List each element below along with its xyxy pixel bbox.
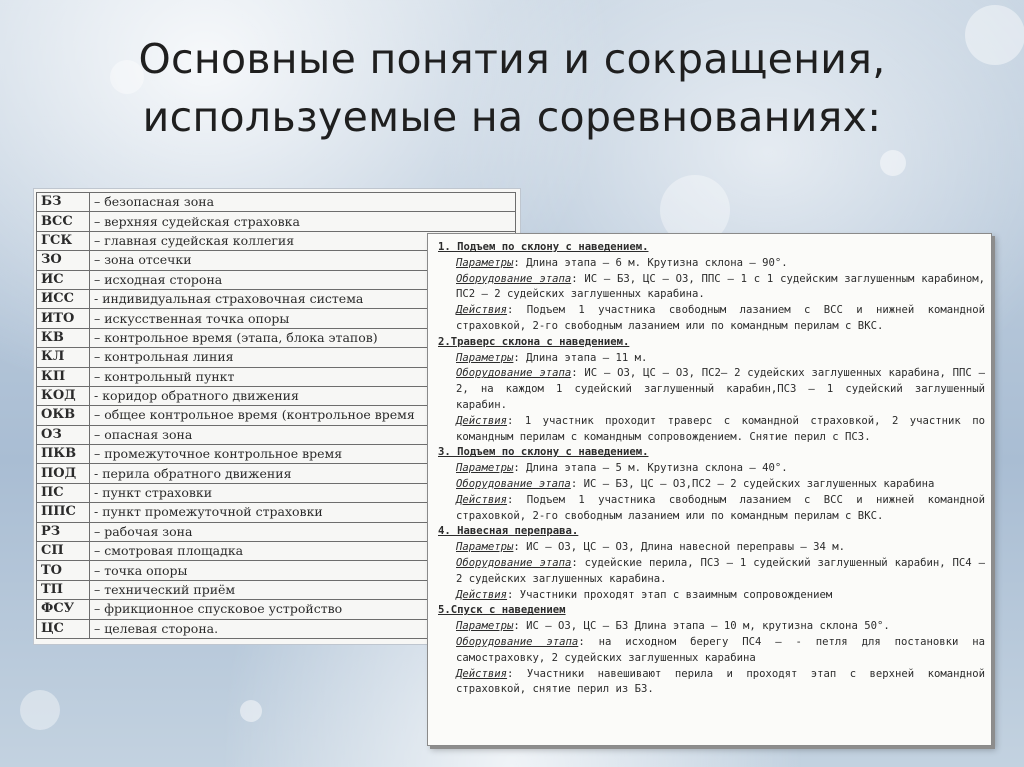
abbreviation-code: КП bbox=[37, 367, 90, 386]
stage-actions: Действия: Участники проходят этап с взаимным сопровождением bbox=[456, 588, 833, 601]
stage-actions: Действия: 1 участник проходит траверс с командной страховкой, 2 участник по командным перилам с командным сопровождением. Снятие перил с ПС3. bbox=[456, 414, 985, 443]
abbreviation-description: – фрикционное спусковое устройство bbox=[90, 600, 516, 619]
abbreviation-description: – опасная зона bbox=[90, 425, 516, 444]
stage-heading: 2.Траверс склона с наведением. bbox=[438, 335, 630, 348]
abbreviation-code: ПКВ bbox=[37, 445, 90, 464]
stage-params: Параметры: Длина этапа – 11 м. bbox=[456, 351, 648, 364]
stage-equipment: Оборудование этапа: ИС – БЗ, ЦС – ОЗ, ППС – 1 с 1 судейским заглушенным карабином, ПС2 – 2 судейских заглушенных карабина. bbox=[456, 272, 985, 301]
stage-equipment: Оборудование этапа: ИС – БЗ, ЦС – ОЗ,ПС2 – 2 судейских заглушенных карабина bbox=[456, 477, 935, 490]
abbreviation-description: – промежуточное контрольное время bbox=[90, 445, 516, 464]
abbreviation-description: – общее контрольное время (контрольное время bbox=[90, 406, 516, 425]
table-row bbox=[37, 193, 516, 212]
abbreviation-code: ЦС bbox=[37, 619, 90, 638]
snow-sparkle bbox=[20, 690, 60, 730]
title-line-1: Основные понятия и сокращения, bbox=[138, 35, 886, 83]
stage-actions: Действия: Участники навешивают перила и проходят этап с верхней командной страховкой, снятие перил из БЗ. bbox=[456, 667, 985, 696]
abbreviation-code: ТО bbox=[37, 561, 90, 580]
abbreviation-code: ТП bbox=[37, 580, 90, 599]
stage-params: Параметры: ИС – ОЗ, ЦС – ОЗ, Длина навесной переправы – 34 м. bbox=[456, 541, 846, 554]
abbreviation-code: ИСС bbox=[37, 289, 90, 308]
abbreviation-description: – рабочая зона bbox=[90, 522, 516, 541]
abbreviation-code: ИТО bbox=[37, 309, 90, 328]
stage-params: Параметры: Длина этапа – 6 м. Крутизна склона – 90°. bbox=[456, 256, 788, 269]
stages-description-image bbox=[427, 233, 992, 746]
abbreviation-code: ОЗ bbox=[37, 425, 90, 444]
abbreviation-code: ППС bbox=[37, 503, 90, 522]
abbreviation-description: - перила обратного движения bbox=[90, 464, 516, 483]
abbreviation-code: ПОД bbox=[37, 464, 90, 483]
table-row bbox=[37, 212, 516, 231]
stage-equipment: Оборудование этапа: на исходном берегу ПС4 – - петля для постановки на самостраховку, 2 судейских заглушенных карабина bbox=[456, 635, 985, 664]
title-line-2: используемые на соревнованиях: bbox=[142, 93, 882, 141]
abbreviation-description: – исходная сторона bbox=[90, 270, 516, 289]
abbreviation-code: ПС bbox=[37, 483, 90, 502]
abbreviation-description: - коридор обратного движения bbox=[90, 386, 516, 405]
stage-heading: 5.Спуск с наведением bbox=[438, 604, 566, 617]
snow-sparkle bbox=[240, 700, 262, 722]
abbreviation-code: ВСС bbox=[37, 212, 90, 231]
abbreviation-description: – зона отсечки bbox=[90, 251, 516, 270]
stage-heading: 4. Навесная переправа. bbox=[438, 525, 579, 538]
abbreviation-description: – контрольный пункт bbox=[90, 367, 516, 386]
abbreviation-code: ФСУ bbox=[37, 600, 90, 619]
abbreviation-code: ГСК bbox=[37, 231, 90, 250]
stage-actions: Действия: Подъем 1 участника свободным лазанием с ВСС и нижней командной страховкой, 2-го свободным лазанием или по командным перилам с ВКС. bbox=[456, 304, 985, 332]
abbreviation-code: СП bbox=[37, 542, 90, 561]
stage-params: Параметры: ИС – ОЗ, ЦС – БЗ Длина этапа – 10 м, крутизна склона 50°. bbox=[456, 620, 890, 633]
abbreviation-code: РЗ bbox=[37, 522, 90, 541]
abbreviation-description: – смотровая площадка bbox=[90, 542, 516, 561]
slide-title bbox=[0, 30, 1024, 146]
abbreviation-code: ИС bbox=[37, 270, 90, 289]
abbreviation-description: - пункт страховки bbox=[90, 483, 516, 502]
stage-heading: 1. Подъем по склону с наведением. bbox=[438, 241, 649, 253]
abbreviation-code: КВ bbox=[37, 328, 90, 347]
abbreviation-description: – технический приём bbox=[90, 580, 516, 599]
abbreviation-code: ОКВ bbox=[37, 406, 90, 425]
abbreviation-description: – главная судейская коллегия bbox=[90, 231, 516, 250]
abbreviation-description: - индивидуальная страховочная система bbox=[90, 289, 516, 308]
abbreviation-description: – контрольная линия bbox=[90, 348, 516, 367]
abbreviation-description: – контрольное время (этапа, блока этапов) bbox=[90, 328, 516, 347]
abbreviation-description: - пункт промежуточной страховки bbox=[90, 503, 516, 522]
abbreviation-code: КЛ bbox=[37, 348, 90, 367]
stage-equipment: Оборудование этапа: ИС – ОЗ, ЦС – ОЗ, ПС2– 2 судейских заглушенных карабина, ППС – 2, на каждом 1 судейский заглушенный карабин,ПС3 – 1 судейский заглушенный карабин. bbox=[456, 367, 985, 411]
abbreviation-description: – верхняя судейская страховка bbox=[90, 212, 516, 231]
abbreviation-code: БЗ bbox=[37, 193, 90, 212]
abbreviation-description: – точка опоры bbox=[90, 561, 516, 580]
abbreviation-code: ЗО bbox=[37, 251, 90, 270]
abbreviation-description: – целевая сторона. bbox=[90, 619, 516, 638]
snow-sparkle bbox=[880, 150, 906, 176]
abbreviation-code: КОД bbox=[37, 386, 90, 405]
stage-params: Параметры: Длина этапа – 5 м. Крутизна склона – 40°. bbox=[456, 462, 788, 475]
stage-equipment: Оборудование этапа: судейские перила, ПС3 – 1 судейский заглушенный карабин, ПС4 – 2 судейских заглушенных карабина. bbox=[456, 556, 985, 585]
abbreviation-description: – искусственная точка опоры bbox=[90, 309, 516, 328]
stage-heading: 3. Подъем по склону с наведением. bbox=[438, 446, 649, 459]
stage-actions: Действия: Подъем 1 участника свободным лазанием с ВСС и нижней командной страховкой, 2-го свободным лазанием или по командным перилам с ВКС. bbox=[456, 493, 985, 522]
abbreviation-description: – безопасная зона bbox=[90, 193, 516, 212]
